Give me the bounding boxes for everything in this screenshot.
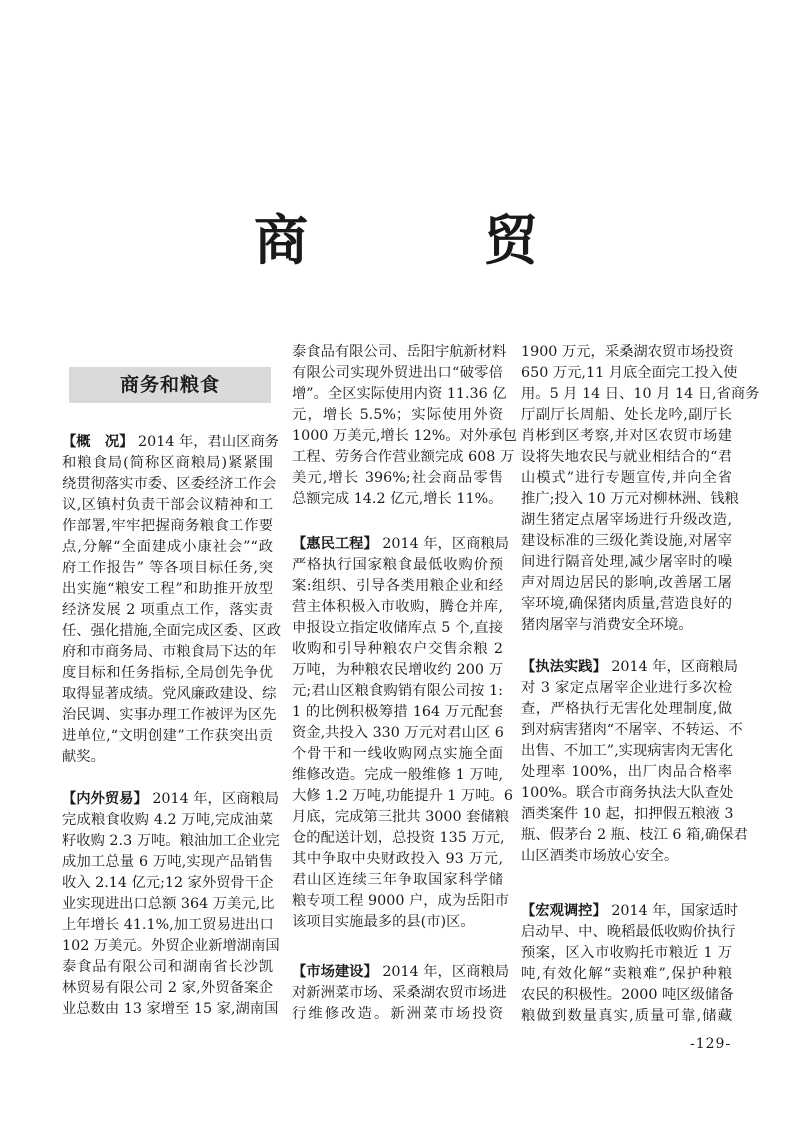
text-line	[521, 1006, 732, 1027]
line-text: 用。5 月 14 日、10 月 14 日,省商务	[521, 386, 760, 402]
line-text: 山区酒类市场放心安全。	[521, 848, 679, 864]
text-line	[521, 615, 732, 636]
line-text: 102 万美元。外贸企业新增湖南国	[62, 938, 280, 954]
line-text: 府和市商务局、市粮食局下达的年	[62, 644, 277, 660]
line-text: 2014 年，国家适时	[606, 903, 739, 919]
line-text: 万吨，为种粮农民增收约 200 万	[292, 662, 503, 678]
line-text: 籽收购 2.3 万吨。粮油加工企业完	[62, 833, 280, 849]
text-line	[292, 744, 503, 765]
text-line	[292, 576, 503, 597]
text-line	[62, 537, 273, 558]
line-text: 预案，区入市收购托市粮近 1 万	[521, 945, 732, 961]
line-text: 湖生猪定点屠宰场进行升级改造,	[521, 512, 732, 528]
text-line	[292, 489, 503, 510]
text-line	[521, 985, 732, 1006]
text-line	[62, 705, 277, 726]
text-line	[62, 894, 273, 915]
line-text: 府工作报告” 等各项目标任务,突	[62, 560, 273, 576]
line-text: 出实施“粮安工程”和助推开放型	[62, 581, 273, 597]
line-text: 猪肉屠宰与消费安全环境。	[521, 617, 693, 633]
text-line	[292, 660, 503, 681]
line-text: 林贸易有限公司 2 家,外贸备案企	[62, 980, 273, 996]
line-text: 元，增长 5.5%；实际使用外资	[292, 407, 503, 423]
line-text: 1900 万元，采桑湖农贸市场投资	[521, 344, 734, 360]
text-line	[292, 534, 510, 555]
text-line	[521, 342, 732, 363]
line-text: 2014 年，区商粮局	[606, 659, 739, 675]
line-text: 瓶、假茅台 2 瓶、枝江 6 箱,确保君	[521, 827, 748, 843]
paragraph-macro-regulation	[521, 901, 739, 1027]
text-line	[292, 828, 503, 849]
text-line	[521, 678, 732, 699]
line-text: 农民的积极性。2000 吨区级储备	[521, 987, 734, 1003]
text-line	[521, 783, 732, 804]
line-text: 仓的配送计划，总投资 135 万元,	[292, 830, 505, 846]
paragraph-label: 【惠民工程】	[292, 536, 378, 552]
paragraph-label: 【执法实践】	[521, 659, 607, 675]
line-text: 总额完成 14.2 亿元,增长 11%。	[292, 491, 503, 507]
text-line	[62, 474, 277, 495]
line-text: 2014 年，君山区商务	[133, 434, 280, 450]
text-line	[62, 978, 273, 999]
text-line	[521, 741, 732, 762]
line-text: 收入 2.14 亿元;12 家外贸骨干企	[62, 875, 274, 891]
text-line	[62, 957, 273, 978]
line-text: 设将失地农民与就业相结合的“君	[521, 449, 732, 465]
page-title-char-2: 贸	[484, 208, 538, 272]
text-line	[521, 720, 743, 741]
line-text: 美元,增长 396%;社会商品零售	[292, 470, 503, 486]
line-text: 处理率 100%，出厂肉品合格率	[521, 764, 732, 780]
line-text: 上年增长 41.1%,加工贸易进出口	[62, 917, 274, 933]
text-line	[292, 555, 503, 576]
text-line	[292, 912, 503, 933]
line-text: 工程、劳务合作营业额完成 608 万	[292, 449, 515, 465]
text-line	[292, 870, 503, 891]
text-line	[292, 786, 513, 807]
line-text: 业实现进出口总额 364 万美元,比	[62, 896, 275, 912]
line-text: 启动早、中、晚稻最低收购价执行	[521, 924, 736, 940]
line-text: 声对周边居民的影响,改善屠工屠	[521, 575, 732, 591]
line-text: 君山区连续三年争取国家科学储	[292, 872, 503, 888]
paragraph-domestic-foreign-trade	[62, 789, 280, 1020]
line-text: 1 的比例积极筹措 164 万元配套	[292, 704, 503, 720]
line-text: 经济发展 2 项重点工作，落实责	[62, 602, 273, 618]
text-line	[521, 552, 732, 573]
text-line	[62, 852, 273, 873]
text-line	[292, 426, 517, 447]
text-line	[62, 726, 273, 747]
line-text: 酒类案件 10 起，扣押假五粮液 3	[521, 806, 734, 822]
text-line	[62, 495, 273, 516]
page-title-char-1: 商	[254, 208, 308, 272]
text-line	[521, 657, 739, 678]
text-line	[62, 684, 277, 705]
text-line	[62, 621, 281, 642]
text-line	[521, 510, 732, 531]
text-line	[521, 943, 732, 964]
text-line	[62, 663, 273, 684]
paragraph-overview	[62, 432, 281, 768]
text-line	[292, 702, 503, 723]
line-text: 取得显著成绩。党风廉政建设、综	[62, 686, 277, 702]
line-text: 议,区镇村负责干部会议精神和工	[62, 497, 273, 513]
line-text: 献奖。	[62, 749, 105, 765]
line-text: 650 万元,11 月底全面完工投入使	[521, 365, 738, 381]
line-text: 维修改造。完成一般维修 1 万吨,	[292, 767, 503, 783]
text-line	[521, 594, 732, 615]
text-line	[521, 762, 732, 783]
text-line	[521, 384, 760, 405]
text-line	[521, 804, 732, 825]
text-line	[292, 723, 503, 744]
line-text: 个骨干和一线收购网点实施全面	[292, 746, 503, 762]
text-line	[62, 936, 280, 957]
line-text: 案:组织、引导各类用粮企业和经	[292, 578, 503, 594]
text-line	[292, 639, 503, 660]
text-line	[292, 363, 503, 384]
page-number: -129-	[690, 1036, 732, 1052]
line-text: 对 3 家定点屠宰企业进行多次检	[521, 680, 732, 696]
text-line	[62, 516, 273, 537]
line-text: 进单位,“文明创建”工作获突出贡	[62, 728, 273, 744]
text-line	[292, 447, 515, 468]
line-text: 有限公司实现外贸进出口“破零倍	[292, 365, 503, 381]
text-line	[521, 901, 739, 922]
paragraph-public-benefit-project	[292, 534, 513, 933]
text-line	[62, 810, 273, 831]
text-line	[521, 699, 732, 720]
text-line	[292, 962, 510, 983]
line-text: 绕贯彻落实市委、区委经济工作会	[62, 476, 277, 492]
line-text: 到对病害猪肉“不屠宰、不转运、不	[521, 722, 743, 738]
line-text: 粮专项工程 9000 户，成为岳阳市	[292, 893, 510, 909]
line-text: 申报设立指定收储库点 5 个,直接	[292, 620, 503, 636]
text-line	[292, 618, 503, 639]
paragraph-label: 【宏观调控】	[521, 903, 607, 919]
line-text: 推广;投入 10 万元对柳林洲、钱粮	[521, 491, 739, 507]
text-line	[521, 447, 732, 468]
line-text: 点,分解“全面建成小康社会”“政	[62, 539, 273, 555]
line-text: 行维修改造。新洲菜市场投资	[292, 1006, 503, 1022]
paragraph-market-construction-continued	[521, 342, 760, 636]
text-line	[292, 765, 503, 786]
text-line	[521, 573, 732, 594]
text-line	[292, 681, 503, 702]
paragraph-label: 【概 况】	[62, 434, 134, 450]
text-line	[292, 342, 507, 363]
text-line	[292, 1004, 503, 1025]
text-line	[292, 597, 503, 618]
line-text: 2014 年，区商粮局	[377, 964, 510, 980]
line-text: 泰食品有限公司和湖南省长沙凯	[62, 959, 273, 975]
line-text: 2014 年，区商粮局	[147, 791, 280, 807]
text-line	[292, 849, 503, 870]
text-line	[62, 453, 273, 474]
line-text: 宰环境,确保猪肉质量,营造良好的	[521, 596, 732, 612]
line-text: 肖彬到区考察,并对区农贸市场建	[521, 428, 732, 444]
line-text: 治民调、实事办理工作被评为区先	[62, 707, 277, 723]
line-text: 出售、不加工”,实现病害肉无害化	[521, 743, 734, 759]
text-line	[62, 915, 273, 936]
line-text: 资金,共投入 330 万元对君山区 6	[292, 725, 504, 741]
line-text: 查，严格执行无害化处理制度,做	[521, 701, 732, 717]
line-text: 营主体积极入市收购，腾仓并库,	[292, 599, 503, 615]
paragraph-label: 【市场建设】	[292, 964, 378, 980]
line-text: 收购和引导种粮农户交售余粮 2	[292, 641, 503, 657]
text-line	[521, 363, 738, 384]
line-text: 粮做到数量真实,质量可靠,储藏	[521, 1008, 732, 1024]
line-text: 山模式”进行专题宣传,并向全省	[521, 470, 732, 486]
line-text: 完成粮食收购 4.2 万吨,完成油菜	[62, 812, 273, 828]
text-line	[521, 825, 748, 846]
text-line	[62, 600, 273, 621]
text-line	[62, 831, 280, 852]
text-line	[521, 426, 732, 447]
line-text: 其中争取中央财政投入 93 万元,	[292, 851, 503, 867]
text-line	[292, 983, 507, 1004]
line-text: 建设标准的三级化粪设施,对屠宰	[521, 533, 732, 549]
text-line	[292, 384, 507, 405]
line-text: 厅副厅长周船、处长龙吟,副厅长	[521, 407, 732, 423]
line-text: 作部署,牢牢把握商务粮食工作要	[62, 518, 273, 534]
text-line	[62, 579, 273, 600]
line-text: 该项目实施最多的县(市)区。	[292, 914, 475, 930]
text-line	[292, 807, 510, 828]
paragraph-domestic-foreign-trade-continued	[292, 342, 517, 510]
line-text: 元;君山区粮食购销有限公司按 1:	[292, 683, 503, 699]
text-line	[521, 489, 739, 510]
text-line	[292, 468, 503, 489]
paragraph-law-enforcement	[521, 657, 748, 867]
line-text: 吨,有效化解“卖粮难”,保护种粮	[521, 966, 732, 982]
line-text: 100%。联合市商务执法大队查处	[521, 785, 734, 801]
paragraph-label: 【内外贸易】	[62, 791, 148, 807]
text-line	[62, 747, 273, 768]
text-line	[62, 558, 273, 579]
text-line	[62, 873, 273, 894]
line-text: 间进行隔音处理,减少屠宰时的噪	[521, 554, 732, 570]
text-line	[62, 642, 277, 663]
line-text: 严格执行国家粮食最低收购价预	[292, 557, 503, 573]
line-text: 度目标和任务指标,全局创先争优	[62, 665, 273, 681]
text-line	[62, 789, 280, 810]
line-text: 2014 年，区商粮局	[377, 536, 510, 552]
text-line	[292, 405, 503, 426]
line-text: 成加工总量 6 万吨,实现产品销售	[62, 854, 273, 870]
paragraph-market-construction	[292, 962, 510, 1025]
line-text: 业总数由 13 家增至 15 家,湖南国	[62, 1001, 279, 1017]
text-line	[292, 891, 510, 912]
line-text: 大修 1.2 万吨,功能提升 1 万吨。6	[292, 788, 513, 804]
line-text: 1000 万美元,增长 12%。对外承包	[292, 428, 517, 444]
text-line	[521, 922, 736, 943]
line-text: 和粮食局(简称区商粮局)紧紧围	[62, 455, 273, 471]
text-line	[521, 846, 732, 867]
text-line	[62, 432, 280, 453]
line-text: 任、强化措施,全面完成区委、区政	[62, 623, 281, 639]
section-heading: 商务和粮食	[69, 367, 271, 403]
line-text: 增”。全区实际使用内资 11.36 亿	[292, 386, 507, 402]
text-line	[521, 531, 732, 552]
line-text: 对新洲菜市场、采桑湖农贸市场进	[292, 985, 507, 1001]
text-line	[521, 405, 732, 426]
line-text: 月底，完成第三批共 3000 套储粮	[292, 809, 510, 825]
text-line	[521, 964, 732, 985]
text-line	[521, 468, 732, 489]
text-line	[62, 999, 279, 1020]
line-text: 泰食品有限公司、岳阳宇航新材料	[292, 344, 507, 360]
